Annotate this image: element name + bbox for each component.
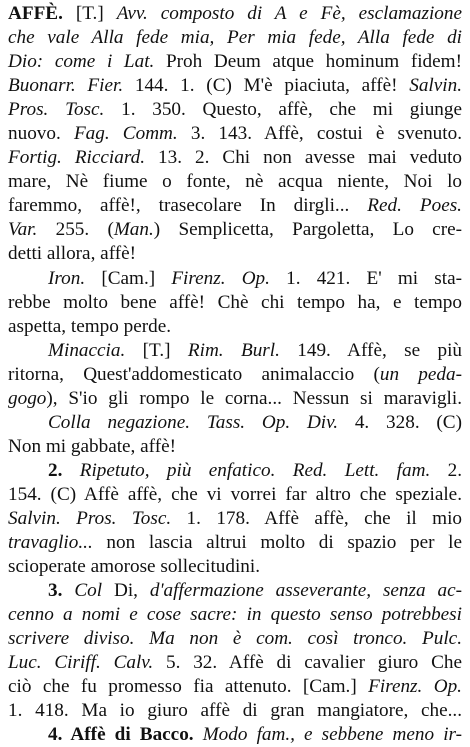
headword-or-sense-number: AFFÈ. [8, 3, 63, 24]
body-text [62, 460, 79, 481]
italic-text: Firenz. Op. [368, 676, 462, 698]
body-text: [T.] [125, 339, 188, 361]
body-text: 1. 178. Affè affè, che il mio [171, 507, 462, 529]
body-text: 144. 1. (C) M'è piaciuta, affè! [123, 75, 410, 97]
italic-text: Ripetuto, più enfatico. Red. Lett. fam. [79, 459, 431, 481]
text-line [8, 579, 462, 603]
body-text: 1. 418. Ma io giuro affè di gran mangiatore, che... [8, 700, 462, 722]
body-text: aspetta, tempo perde. [8, 315, 172, 337]
text-line [8, 26, 462, 50]
italic-text: Man. [113, 219, 154, 241]
italic-text: Red. Poes. [367, 195, 462, 217]
italic-text: Col [74, 580, 103, 602]
text-line [8, 363, 462, 387]
text-line [8, 387, 462, 411]
body-text: nuovo. [8, 123, 74, 145]
italic-text: Rim. Burl. [187, 339, 280, 361]
text-line [8, 675, 462, 699]
italic-text: Avv. composto di A e Fè, esclamazione [116, 3, 462, 24]
italic-text: un peda- [379, 363, 462, 385]
text-line [8, 98, 462, 122]
italic-text: Firenz. Op. [171, 267, 270, 289]
body-text: 1. 350. Questo, affè, che mi giunge [104, 99, 462, 121]
body-text: 154. (C) Affè affè, che vi vorrei far altro che speziale. [8, 483, 462, 505]
body-text: detti allora, affè! [8, 243, 137, 265]
headword-or-sense-number: 4. Affè di Bacco. [48, 724, 194, 746]
body-text: ciò che fu promesso fia attenuto. [Cam.] [8, 676, 369, 698]
text-line [8, 699, 462, 723]
text-line [8, 315, 462, 339]
text-line [8, 267, 462, 291]
italic-text: Salvin. Pros. Tosc. [8, 507, 172, 529]
text-line [8, 531, 462, 555]
body-text: 2. [430, 459, 463, 481]
text-line [8, 291, 462, 315]
italic-text: che vale Alla fede mia, Per mia fede, Alla fede di [8, 27, 462, 49]
body-text: 3. 143. Affè, costui è svenuto. [177, 123, 462, 145]
body-text [62, 580, 74, 601]
body-text: Non mi gabbate, affè! [8, 435, 177, 457]
body-text: 13. 2. Chi non avesse mai veduto [145, 147, 462, 169]
italic-text: Fortig. Ricciard. [8, 147, 145, 169]
body-text: Proh Deum atque hominum fidem! [154, 51, 462, 73]
text-line [8, 50, 462, 74]
italic-text: Pros. Tosc. [8, 99, 105, 121]
body-text: faremmo, affè!, trasecolare In dirgli... [8, 195, 368, 217]
text-line [8, 651, 462, 675]
italic-text: Salvin. [409, 75, 462, 97]
italic-text: Var. [8, 219, 38, 241]
text-line [8, 242, 462, 266]
text-line [8, 555, 462, 579]
italic-text: Luc. Ciriff. Calv. [8, 652, 154, 674]
text-line [8, 603, 462, 627]
headword-or-sense-number: 3. [48, 580, 63, 602]
text-line [8, 507, 462, 531]
text-line [8, 411, 462, 435]
italic-text: Colla negazione. Tass. Op. Div. [48, 411, 339, 433]
body-text: [Cam.] [85, 267, 172, 289]
body-text: non lascia altrui molto di spazio per le [92, 532, 462, 554]
text-line [8, 483, 462, 507]
text-line [8, 627, 462, 651]
text-line [8, 339, 462, 363]
text-line [8, 122, 462, 146]
italic-text: Iron. [48, 267, 86, 289]
body-text: 255. ( [37, 219, 114, 241]
text-line [8, 74, 462, 98]
dictionary-entry-affe [8, 2, 462, 747]
headword-or-sense-number: 2. [48, 459, 63, 481]
italic-text: travaglio... [8, 532, 93, 554]
body-text: ), S'io gli rompo le corna... Nessun si maravigli. [46, 387, 462, 409]
body-text: rebbe molto bene affè! Chè chi tempo ha, e tempo [8, 291, 462, 313]
text-line [8, 435, 462, 459]
text-line [8, 2, 462, 26]
italic-text: d'affermazione asseverante, senza ac- [149, 580, 463, 602]
body-text: 5. 32. Affè di cavalier giuro Che [153, 652, 462, 674]
italic-text: Fag. Comm. [73, 123, 178, 145]
italic-text: Modo fam., e sebbene meno ir- [202, 724, 462, 746]
text-line [8, 194, 462, 218]
text-line [8, 218, 462, 242]
italic-text: Minaccia. [48, 339, 126, 361]
body-text: ) Semplicetta, Pargoletta, Lo cre- [153, 219, 462, 241]
text-line [8, 170, 462, 194]
text-line [8, 146, 462, 170]
body-text: [T.] [62, 3, 117, 24]
body-text [194, 724, 203, 745]
body-text: ritorna, Quest'addomesticato animalaccio ( [8, 363, 380, 385]
body-text: scioperate amorose sollecitudini. [8, 556, 261, 578]
body-text: 1. 421. E' mi sta- [269, 267, 462, 289]
italic-text: Dio: come i Lat. [8, 51, 155, 73]
body-text: 4. 328. (C) [338, 411, 462, 433]
body-text: mare, Nè fiume o fonte, nè acqua niente, Noi lo [8, 171, 462, 193]
text-line [8, 723, 462, 747]
text-line [8, 459, 462, 483]
body-text: Di, [102, 580, 150, 602]
italic-text: scrivere diviso. Ma non è com. così tronco. Pulc. [8, 628, 462, 650]
italic-text: cenno a nomi e cose sacre: in questo senso potrebbesi [8, 604, 462, 626]
body-text: 149. Affè, se più [279, 339, 463, 361]
italic-text: gogo [8, 387, 47, 409]
italic-text: Buonarr. Fier. [8, 75, 124, 97]
